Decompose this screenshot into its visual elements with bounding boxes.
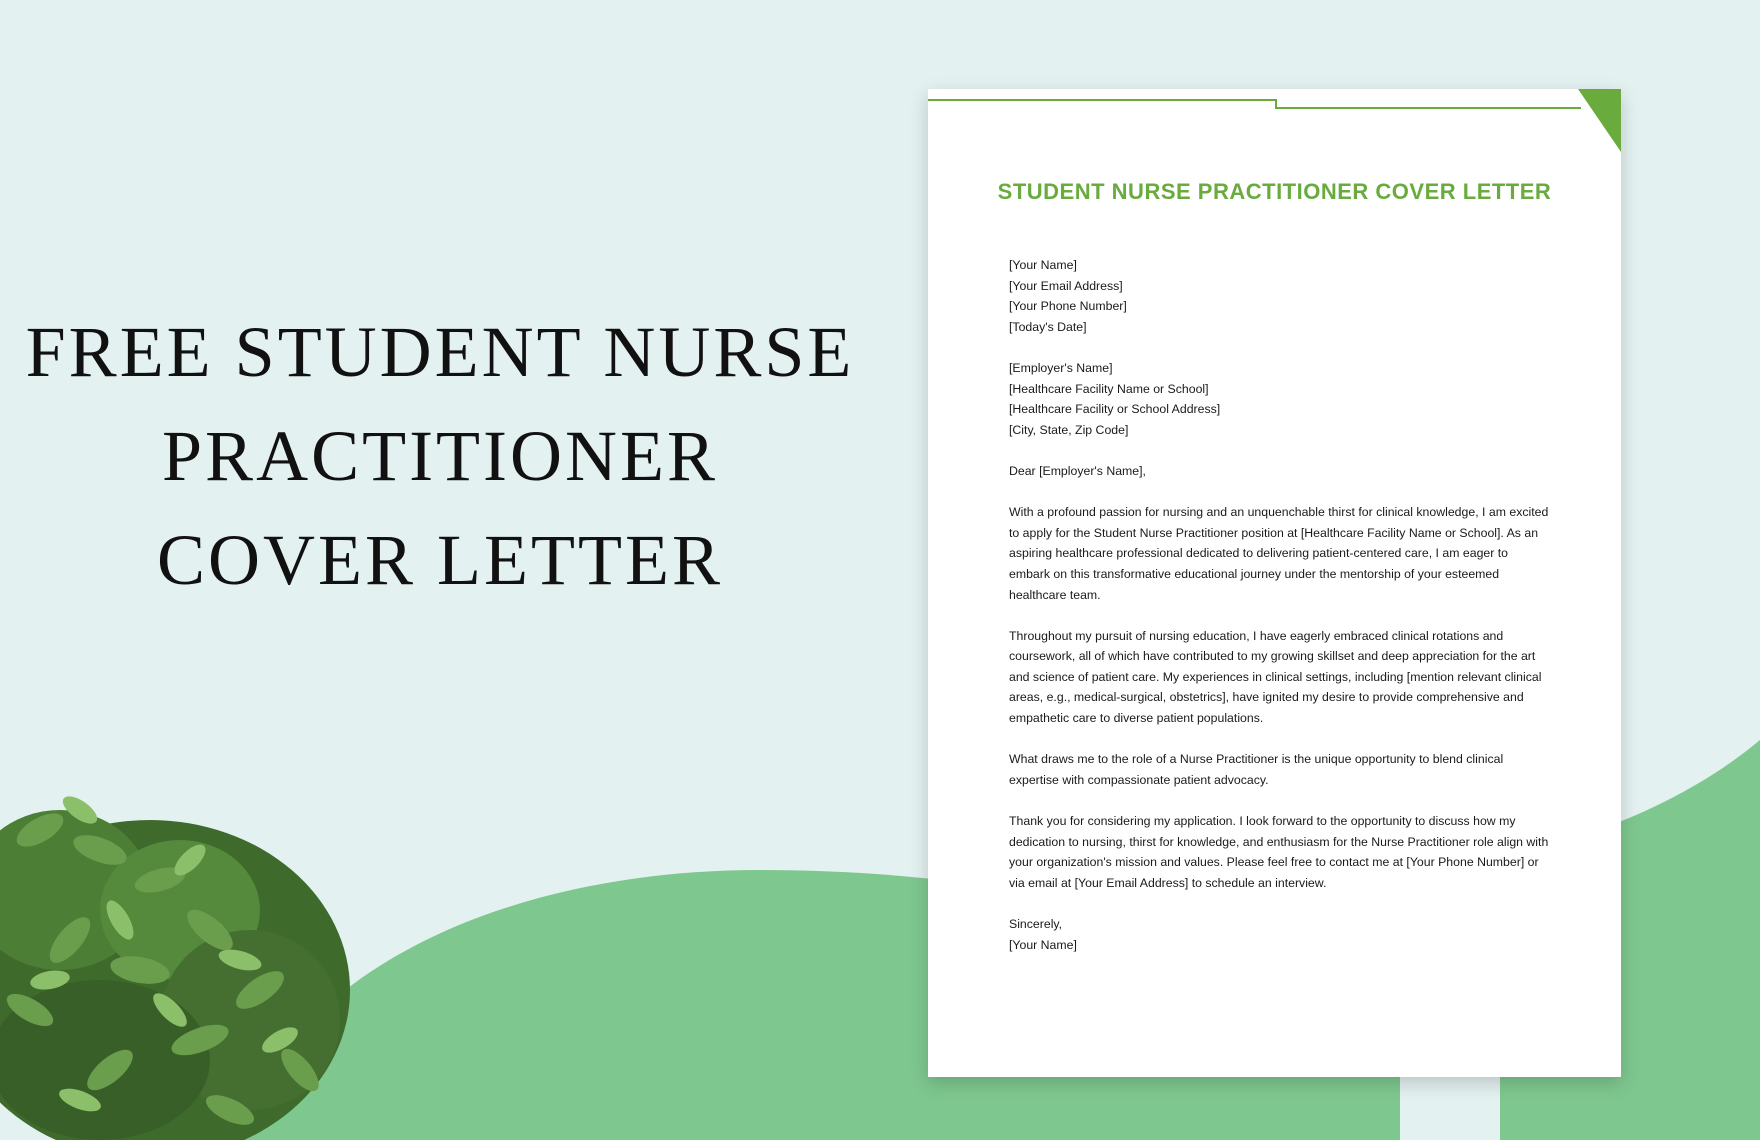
paragraph-2: Throughout my pursuit of nursing education, I have eagerly embraced clinical rotations and coursework, all of which have contributed to my growing skillset and deep appreciation for the art and science of patient care. My experiences in clinical settings, including [mention relevant clinical areas, e.g., medical-surgical, obstetrics], have ignited my desire to provide comprehensive and empathetic care to diverse patient populations.: [1009, 628, 1542, 726]
headline-line-1: FREE STUDENT NURSE: [25, 312, 855, 392]
plant-decoration: [0, 770, 360, 1140]
headline-line-3: COVER LETTER: [157, 520, 723, 600]
corner-accent: [1578, 89, 1621, 152]
headline-line-2: PRACTITIONER: [162, 416, 718, 496]
document-title: STUDENT NURSE PRACTITIONER COVER LETTER: [997, 179, 1552, 204]
paper-header-decoration: [928, 89, 1621, 159]
sender-email: [Your Email Address]: [1009, 278, 1123, 293]
closing: Sincerely,: [1009, 917, 1063, 931]
salutation: Dear [Employer's Name],: [1009, 463, 1146, 478]
recipient-city: [City, State, Zip Code]: [1009, 422, 1129, 437]
sender-name: [Your Name]: [1009, 258, 1077, 272]
page-headline: [20, 300, 860, 612]
sender-date: [Today's Date]: [1009, 319, 1087, 334]
recipient-facility: [Healthcare Facility Name or School]: [1009, 381, 1209, 396]
paragraph-1: With a profound passion for nursing and an unquenchable thirst for clinical knowledge, I am excited to apply for the Student Nurse Practitioner position at [Healthcare Facility Name or School]. As an aspiring healthcare professional dedicated to delivering patient-centered care, I am eager to embark on this transformative educational journey under the mentorship of your esteemed healthcare team.: [1009, 505, 1549, 602]
paragraph-3: What draws me to the role of a Nurse Practitioner is the unique opportunity to blend clinical expertise with compassionate patient advocacy.: [1009, 752, 1504, 787]
paragraph-4: Thank you for considering my application. I look forward to the opportunity to discuss how my dedication to nursing, thirst for knowledge, and enthusiasm for the Nurse Practitioner role align with your organization's mission and values. Please feel free to contact me at [Your Phone Number] or via email at [Your Email Address] to schedule an interview.: [1009, 814, 1549, 890]
recipient-name: [Employer's Name]: [1009, 360, 1113, 375]
signature: [Your Name]: [1009, 937, 1077, 952]
letter-document: [928, 89, 1621, 1077]
sender-phone: [Your Phone Number]: [1009, 299, 1127, 314]
signoff-block: [1009, 914, 1549, 955]
sender-block: [1009, 255, 1549, 337]
letter-body: [1009, 255, 1549, 976]
recipient-block: [1009, 358, 1549, 440]
recipient-address: [Healthcare Facility or School Address]: [1009, 402, 1221, 417]
